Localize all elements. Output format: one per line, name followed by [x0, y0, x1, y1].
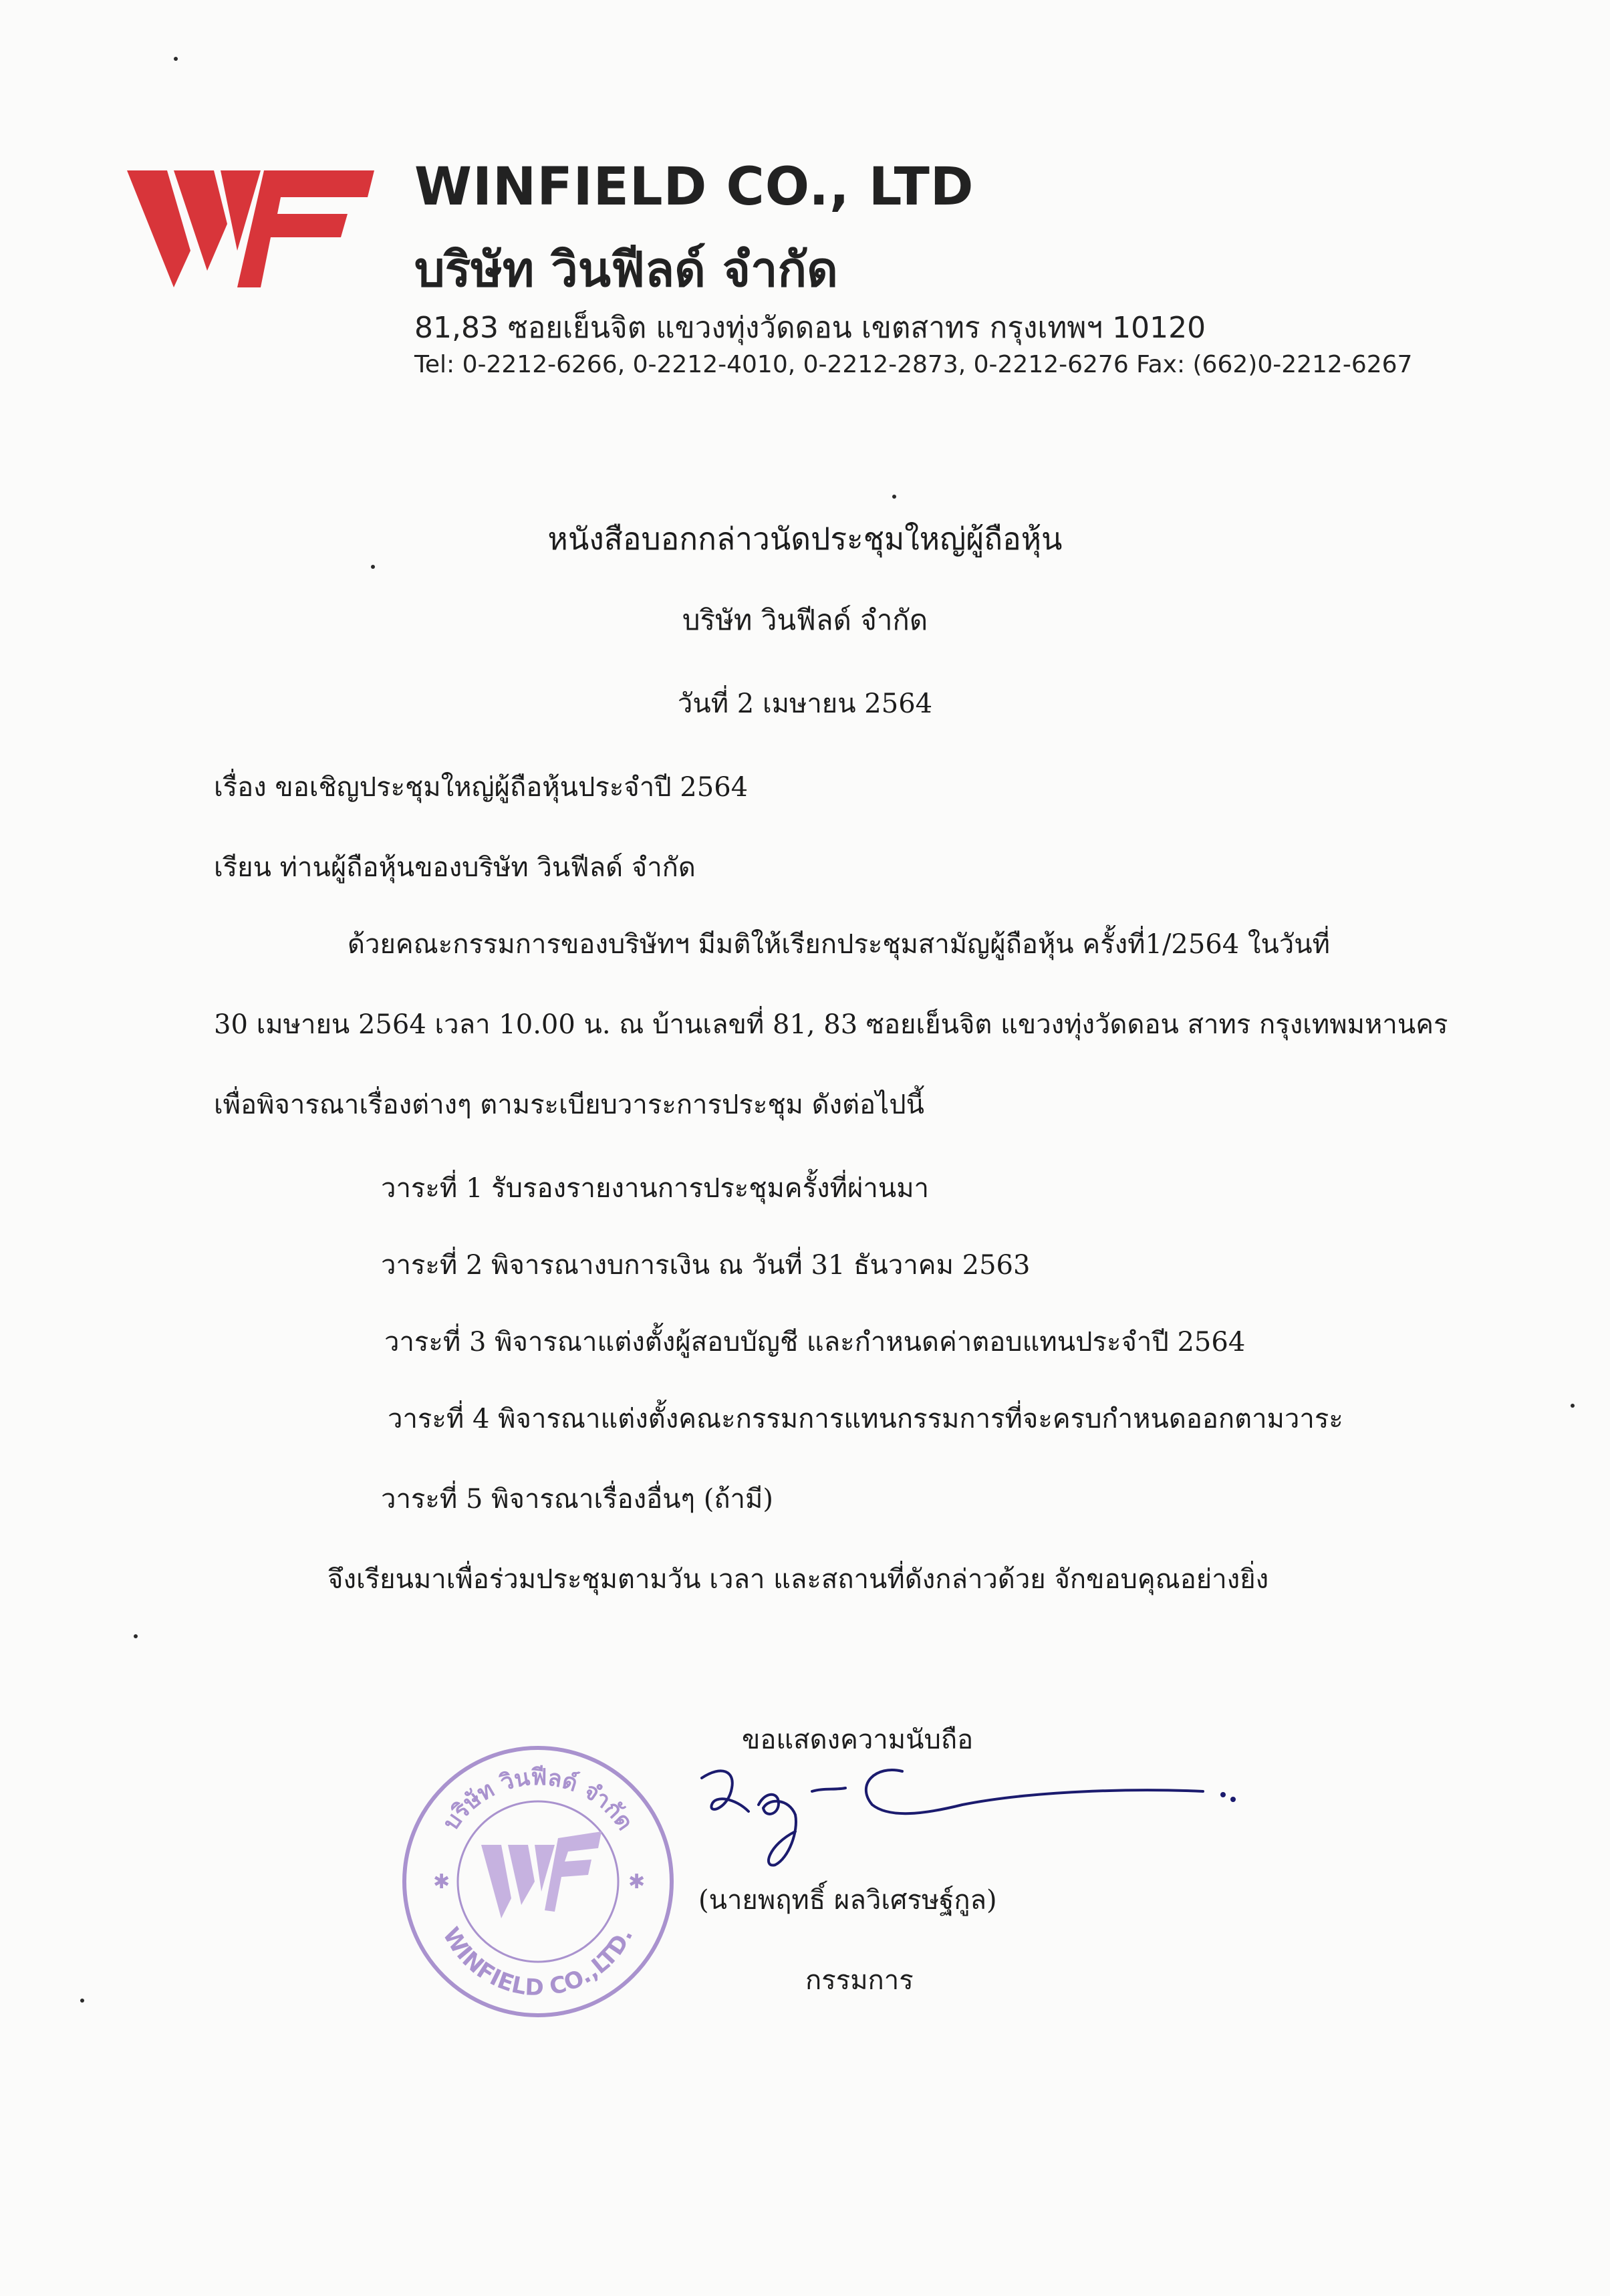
- subject-line: เรื่อง ขอเชิญประชุมใหญ่ผู้ถือหุ้นประจำปี 2564: [214, 772, 749, 803]
- company-address: 81,83 ซอยเย็นจิต แขวงทุ่งวัดดอน เขตสาทร กรุงเทพฯ 10120: [414, 311, 1206, 345]
- company-name-th: บริษัท วินฟีลด์ จำกัด: [414, 241, 838, 297]
- agenda-item-4: วาระที่ 4 พิจารณาแต่งตั้งคณะกรรมการแทนกรรมการที่จะครบกำหนดออกตามวาระ: [388, 1404, 1343, 1434]
- agenda-item-3: วาระที่ 3 พิจารณาแต่งตั้งผู้สอบบัญชี และกำหนดค่าตอบแทนประจำปี 2564: [384, 1327, 1246, 1358]
- company-stamp: [394, 1738, 682, 2025]
- company-contact: Tel: 0-2212-6266, 0-2212-4010, 0-2212-2873, 0-2212-6276 Fax: (662)0-2212-6267: [414, 351, 1413, 378]
- letter-title: หนังสือบอกกล่าวนัดประชุมใหญ่ผู้ถือหุ้น: [547, 521, 1063, 557]
- body-line-1: ด้วยคณะกรรมการของบริษัทฯ มีมติให้เรียกประชุมสามัญผู้ถือหุ้น ครั้งที่1/2564 ในวันที่: [348, 929, 1330, 960]
- agenda-item-5: วาระที่ 5 พิจารณาเรื่องอื่นๆ (ถ้ามี): [381, 1484, 773, 1515]
- body-line-2: 30 เมษายน 2564 เวลา 10.00 น. ณ บ้านเลขที่ 81, 83 ซอยเย็นจิต แขวงทุ่งวัดดอน สาทร กรุงเทพมหานคร: [214, 1009, 1448, 1040]
- scan-speck: [371, 565, 375, 569]
- scan-speck: [134, 1634, 138, 1638]
- body-line-3: เพื่อพิจารณาเรื่องต่างๆ ตามระเบียบวาระการประชุม ดังต่อไปนี้: [214, 1090, 924, 1120]
- scan-speck: [80, 1999, 84, 2003]
- winfield-logo: [127, 170, 374, 291]
- scan-speck: [892, 495, 896, 499]
- agenda-item-1: วาระที่ 1 รับรองรายงานการประชุมครั้งที่ผ่านมา: [381, 1173, 930, 1204]
- scan-speck: [1571, 1404, 1575, 1408]
- signoff-regards: ขอแสดงความนับถือ: [742, 1725, 974, 1755]
- agenda-item-2: วาระที่ 2 พิจารณางบการเงิน ณ วันที่ 31 ธันวาคม 2563: [381, 1250, 1031, 1281]
- stamp-top-text: บริษัท วินฟีลด์ จำกัด: [437, 1763, 639, 1835]
- stamp-bottom-text: WINFIELD CO.,LTD.: [437, 1922, 639, 2002]
- signatory-name: (นายพฤทธิ์ ผลวิเศรษฐ์กูล): [698, 1885, 997, 1916]
- handwritten-signature: [695, 1751, 1243, 1872]
- letter-company: บริษัท วินฟีลด์ จำกัด: [682, 604, 928, 636]
- svg-text:✱: ✱: [433, 1870, 450, 1894]
- salutation-line: เรียน ท่านผู้ถือหุ้นของบริษัท วินฟีลด์ จำกัด: [214, 852, 696, 883]
- scan-speck: [174, 57, 178, 61]
- company-name-en: WINFIELD CO., LTD: [414, 157, 974, 217]
- letter-date: วันที่ 2 เมษายน 2564: [677, 688, 933, 719]
- svg-text:✱: ✱: [628, 1870, 646, 1894]
- closing-line: จึงเรียนมาเพื่อร่วมประชุมตามวัน เวลา และสถานที่ดังกล่าวด้วย จักขอบคุณอย่างยิ่ง: [327, 1564, 1269, 1595]
- svg-text:บริษัท วินฟีลด์ จำกัด: [438, 1764, 638, 1835]
- signatory-position: กรรมการ: [805, 1965, 914, 1996]
